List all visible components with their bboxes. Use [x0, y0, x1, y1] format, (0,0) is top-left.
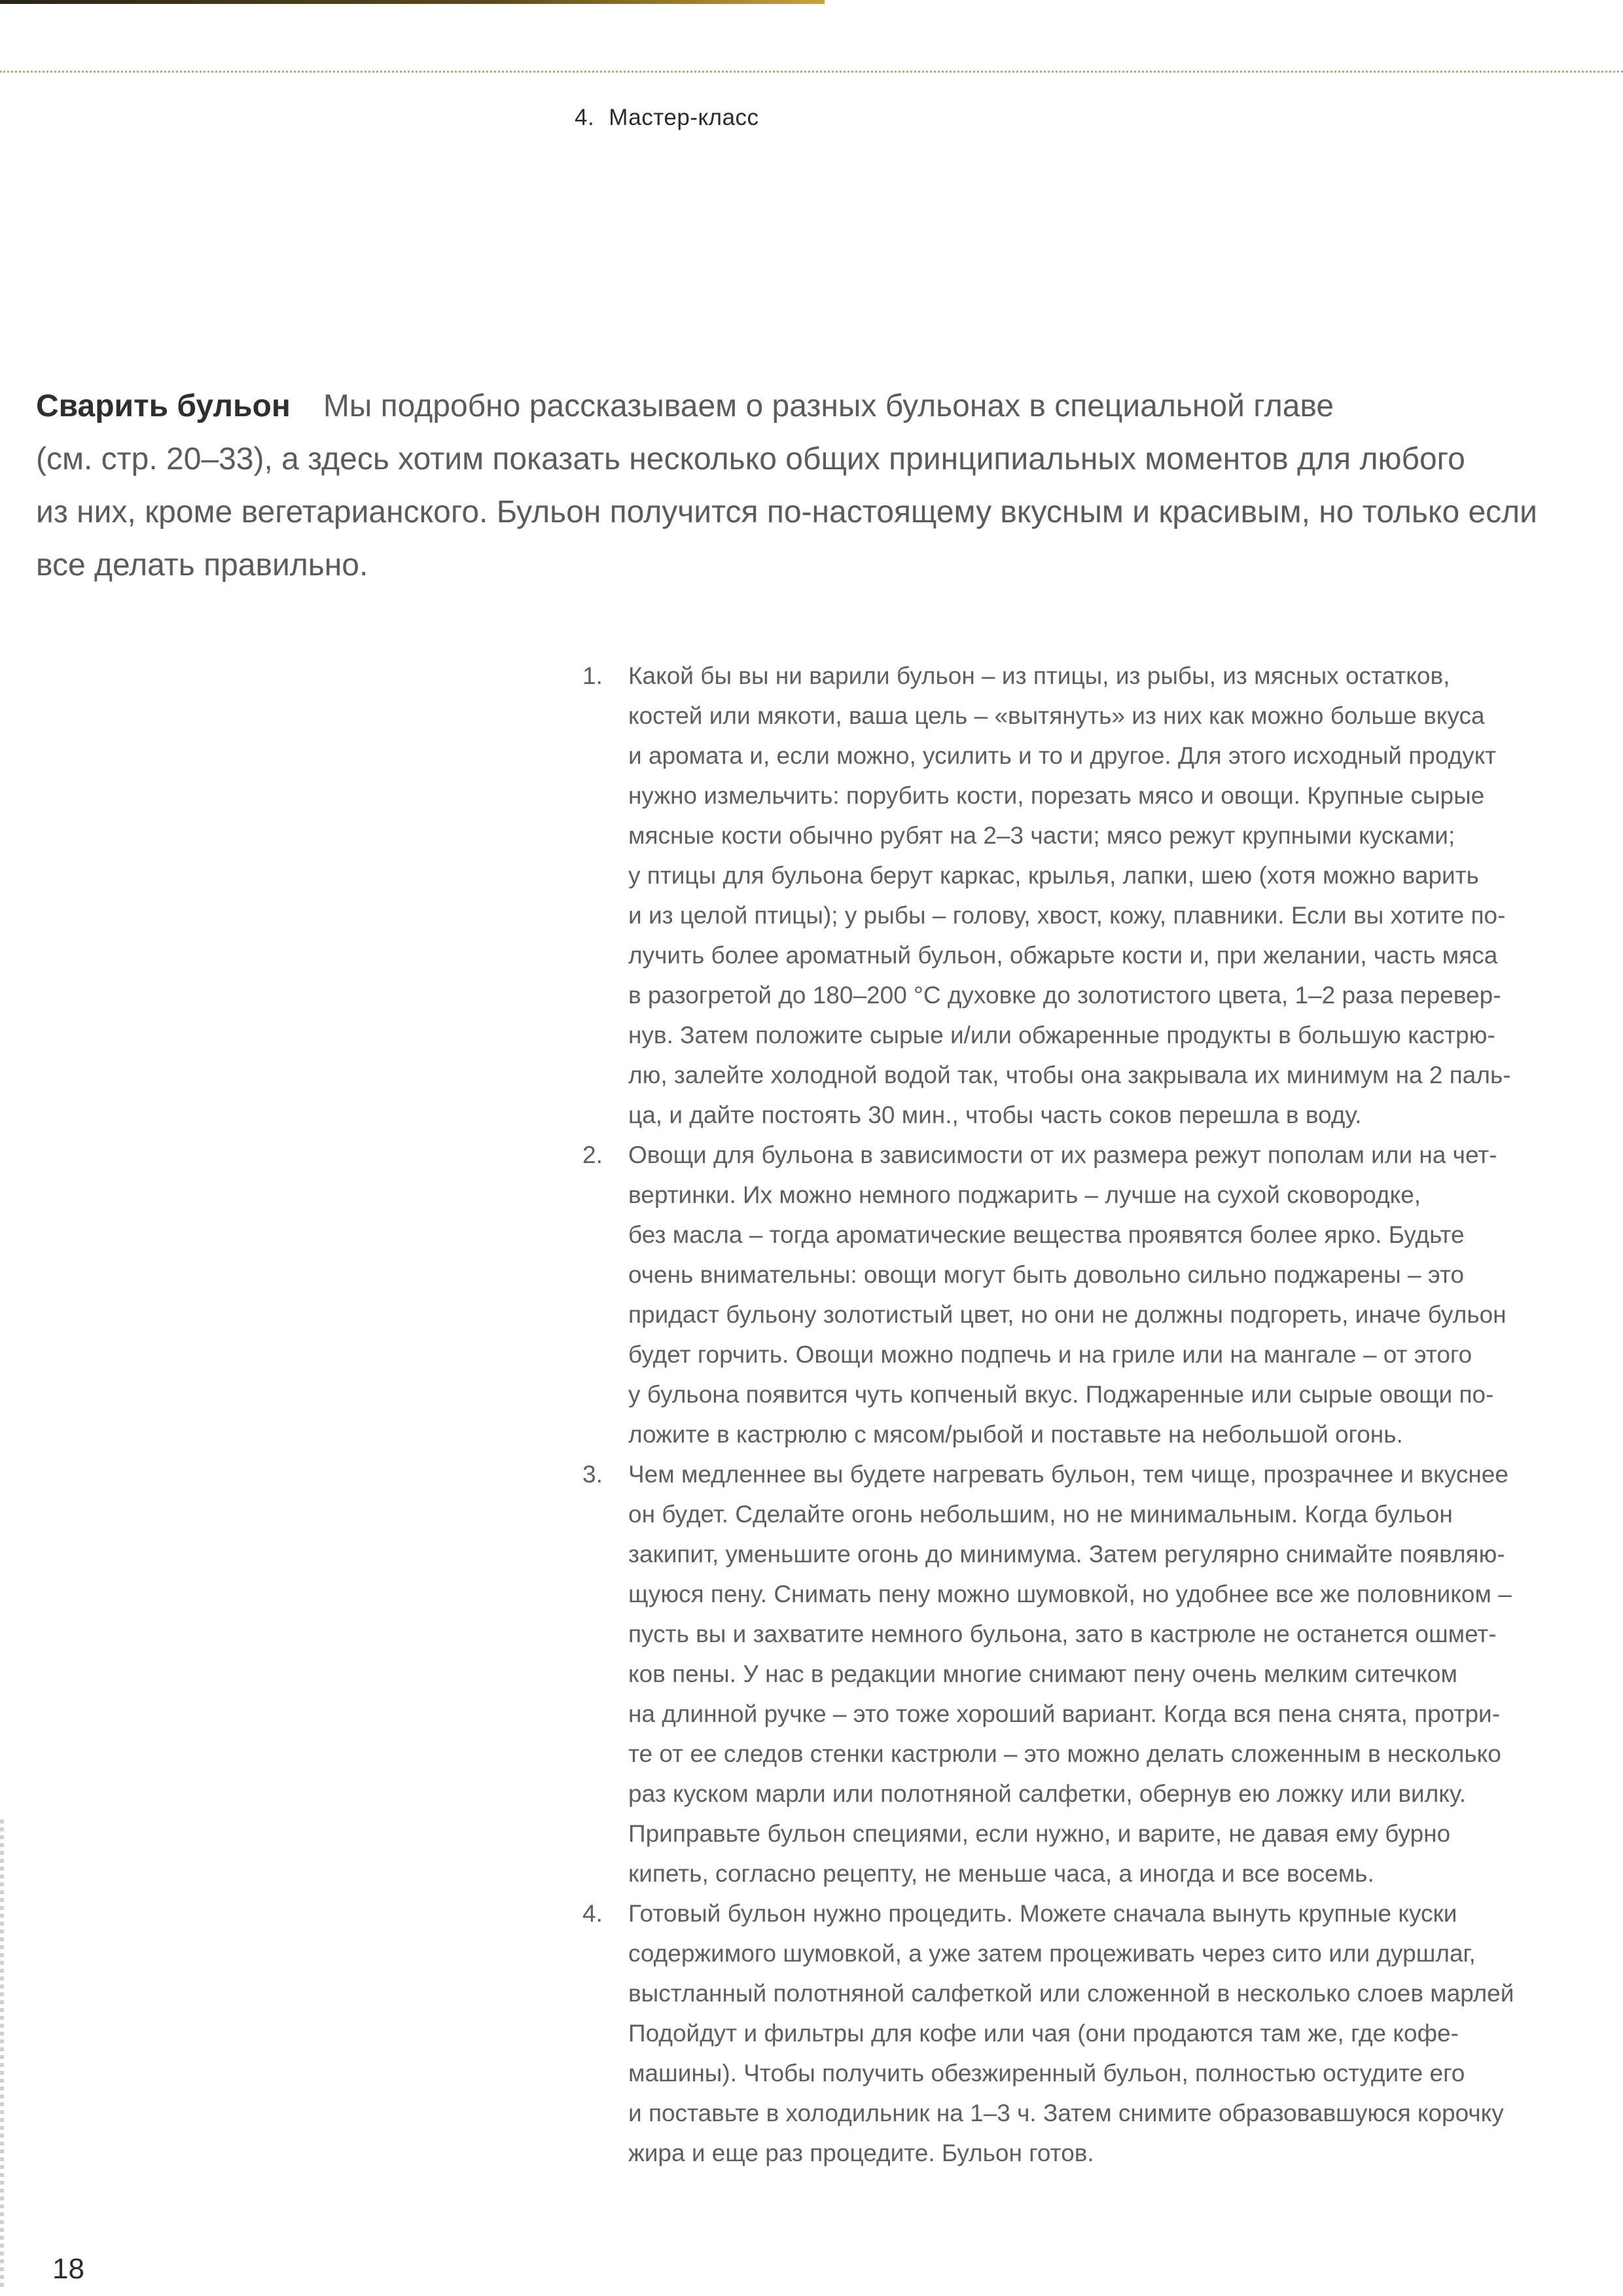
step-line: Овощи для бульона в зависимости от их размера режут пополам или на чет- [628, 1141, 1497, 1168]
step-number: 1. [582, 662, 603, 689]
intro-line: (см. стр. 20–33), а здесь хотим показать несколько общих принципиальных моментов для любого [36, 442, 1465, 476]
step-4 [582, 1893, 1603, 2173]
step-line: содержимого шумовкой, а уже затем процеживать через сито или дуршлаг, [628, 1940, 1476, 1967]
running-head [575, 105, 759, 131]
step-line: пусть вы и захватите немного бульона, зато в кастрюле не останется ошмет- [628, 1621, 1497, 1647]
top-color-band [0, 0, 825, 4]
step-line: без масла – тогда ароматические вещества проявятся более ярко. Будьте [628, 1221, 1465, 1248]
step-line: ца, и дайте постоять 30 мин., чтобы часть соков перешла в воду. [628, 1102, 1362, 1128]
step-line: ков пены. У нас в редакции многие снимают пену очень мелким ситечком [628, 1660, 1457, 1687]
intro-line: все делать правильно. [36, 548, 368, 583]
step-number: 3. [582, 1461, 603, 1488]
step-line: лучить более ароматный бульон, обжарьте кости и, при желании, часть мяса [628, 942, 1498, 969]
step-line: мясные кости обычно рубят на 2–3 части; мясо режут крупными кусками; [628, 822, 1455, 849]
step-line: очень внимательны: овощи могут быть довольно сильно поджарены – это [628, 1261, 1465, 1288]
step-line: кипеть, согласно рецепту, не меньше часа, а иногда и все восемь. [628, 1860, 1374, 1887]
page-number: 18 [52, 2253, 84, 2285]
step-1 [582, 656, 1603, 1135]
steps-list [582, 656, 1603, 2173]
step-line: раз куском марли или полотняной салфетки, обернув ею ложку или вилку. [628, 1780, 1466, 1807]
step-2 [582, 1135, 1603, 1454]
chapter-title: Мастер-класс [609, 105, 759, 130]
step-line: нужно измельчить: порубить кости, порезать мясо и овощи. Крупные сырые [628, 782, 1485, 809]
step-line: в разогретой до 180–200 °С духовке до золотистого цвета, 1–2 раза перевер- [628, 982, 1501, 1009]
scan-edge-mark [0, 1820, 4, 2291]
step-line: Приправьте бульон специями, если нужно, и варите, не давая ему бурно [628, 1820, 1451, 1847]
step-line: щуюся пену. Снимать пену можно шумовкой, но удобнее все же половником – [628, 1581, 1512, 1607]
step-number: 2. [582, 1141, 603, 1168]
intro-line: из них, кроме вегетарианского. Бульон получится по-настоящему вкусным и красивым, но только если [36, 495, 1537, 529]
chapter-number: 4. [575, 105, 595, 130]
step-line: костей или мякоти, ваша цель – «вытянуть» из них как можно больше вкуса [628, 702, 1485, 729]
step-line: Подойдут и фильтры для кофе или чая (они продаются там же, где кофе- [628, 2020, 1459, 2047]
step-line: Готовый бульон нужно процедить. Можете сначала вынуть крупные куски [628, 1900, 1457, 1927]
step-line: и аромата и, если можно, усилить и то и другое. Для этого исходный продукт [628, 742, 1497, 769]
step-line: у птицы для бульона берут каркас, крылья, лапки, шею (хотя можно варить [628, 862, 1479, 889]
step-line: будет горчить. Овощи можно подпечь и на гриле или на мангале – от этого [628, 1341, 1472, 1368]
step-number: 4. [582, 1900, 603, 1927]
step-line: Какой бы вы ни варили бульон – из птицы, из рыбы, из мясных остатков, [628, 662, 1450, 689]
step-line: жира и еще раз процедите. Бульон готов. [628, 2140, 1094, 2166]
step-line: те от ее следов стенки кастрюли – это можно делать сложенным в несколько [628, 1740, 1501, 1767]
step-line: лю, залейте холодной водой так, чтобы она закрывала их минимум на 2 паль- [628, 1062, 1511, 1088]
section-title: Сварить бульон [36, 389, 291, 423]
step-line: машины). Чтобы получить обезжиренный бульон, полностью остудите его [628, 2060, 1465, 2087]
step-line: на длинной ручке – это тоже хороший вариант. Когда вся пена снята, протри- [628, 1700, 1501, 1727]
step-line: у бульона появится чуть копченый вкус. Поджаренные или сырые овощи по- [628, 1381, 1494, 1408]
header-dotted-rule [0, 71, 1623, 73]
step-line: и поставьте в холодильник на 1–3 ч. Затем снимите образовавшуюся корочку [628, 2100, 1504, 2126]
step-line: вертинки. Их можно немного поджарить – лучше на сухой сковородке, [628, 1181, 1421, 1208]
step-line: закипит, уменьшите огонь до минимума. Затем регулярно снимайте появляю- [628, 1541, 1505, 1568]
step-line: выстланный полотняной салфеткой или сложенной в несколько слоев марлей [628, 1980, 1514, 2007]
step-line: Чем медленнее вы будете нагревать бульон, тем чище, прозрачнее и вкуснее [628, 1461, 1508, 1488]
step-line: ложите в кастрюлю с мясом/рыбой и поставьте на небольшой огонь. [628, 1421, 1403, 1448]
step-line: нув. Затем положите сырые и/или обжаренные продукты в большую кастрю- [628, 1022, 1495, 1049]
intro-line [36, 380, 1594, 433]
step-line: придаст бульону золотистый цвет, но они не должны подгореть, иначе бульон [628, 1301, 1507, 1328]
step-3 [582, 1454, 1603, 1893]
step-line: и из целой птицы); у рыбы – голову, хвост, кожу, плавники. Если вы хотите по- [628, 902, 1506, 929]
intro-line-text: Мы подробно рассказываем о разных бульонах в специальной главе [323, 389, 1334, 423]
step-line: он будет. Сделайте огонь небольшим, но не минимальным. Когда бульон [628, 1501, 1453, 1528]
intro-paragraph [36, 380, 1594, 592]
